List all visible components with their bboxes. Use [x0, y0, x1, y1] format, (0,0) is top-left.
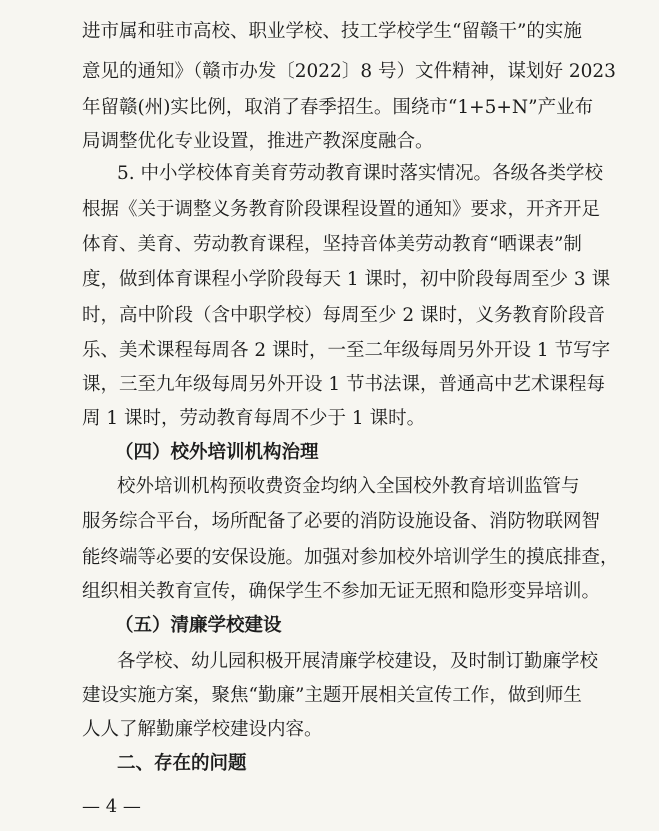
section-heading-2: 二、存在的问题: [117, 753, 247, 774]
text-line-14: 服务综合平台，场所配备了必要的消防设施设备、消防物联网智: [82, 511, 601, 532]
text-line-18: 建设实施方案，聚焦“勤廉”主题开展相关宣传工作，做到师生: [82, 685, 582, 706]
text-line-13: 校外培训机构预收费资金均纳入全国校外教育培训监管与: [117, 476, 580, 497]
text-line-19: 人人了解勤廉学校建设内容。: [82, 719, 323, 740]
text-line-6: 根据《关于调整义务教育阶段课程设置的通知》要求，开齐开足: [82, 199, 601, 220]
text-line-12: 周 1 课时，劳动教育每周不少于 1 课时。: [82, 408, 426, 429]
text-line-5: 5. 中小学校体育美育劳动教育课时落实情况。各级各类学校: [117, 163, 604, 184]
text-line-15: 能终端等必要的安保设施。加强对参加校外培训学生的摸底排查，: [82, 547, 619, 568]
text-line-9: 时，高中阶段（含中职学校）每周至少 2 课时，义务教育阶段音: [82, 305, 606, 326]
text-line-17: 各学校、幼儿园积极开展清廉学校建设，及时制订勤廉学校: [117, 651, 599, 672]
text-line-10: 乐、美术课程每周各 2 课时，一至二年级每周另外开设 1 节写字: [82, 340, 611, 361]
page-number: — 4 —: [82, 796, 141, 817]
text-line-3: 年留赣(州)实比例，取消了春季招生。围绕市“1+5+N”产业布: [82, 97, 594, 118]
section-heading-4: （四）校外培训机构治理: [115, 442, 319, 463]
text-line-2: 意见的通知》（赣市办发〔2022〕8 号）文件精神，谋划好 2023: [82, 61, 616, 82]
text-line-1: 进市属和驻市高校、职业学校、技工学校学生“留赣干”的实施: [82, 21, 582, 42]
text-line-8: 度，做到体育课程小学阶段每天 1 课时，初中阶段每周至少 3 课: [82, 269, 611, 290]
text-line-7: 体育、美育、劳动教育课程，坚持音体美劳动教育“晒课表”制: [82, 234, 582, 255]
text-line-16: 组织相关教育宣传，确保学生不参加无证无照和隐形变异培训。: [82, 581, 601, 602]
text-line-4: 局调整优化专业设置，推进产教深度融合。: [82, 131, 434, 152]
section-heading-5: （五）清廉学校建设: [115, 615, 282, 636]
text-line-11: 课，三至九年级每周另外开设 1 节书法课，普通高中艺术课程每: [82, 374, 606, 395]
